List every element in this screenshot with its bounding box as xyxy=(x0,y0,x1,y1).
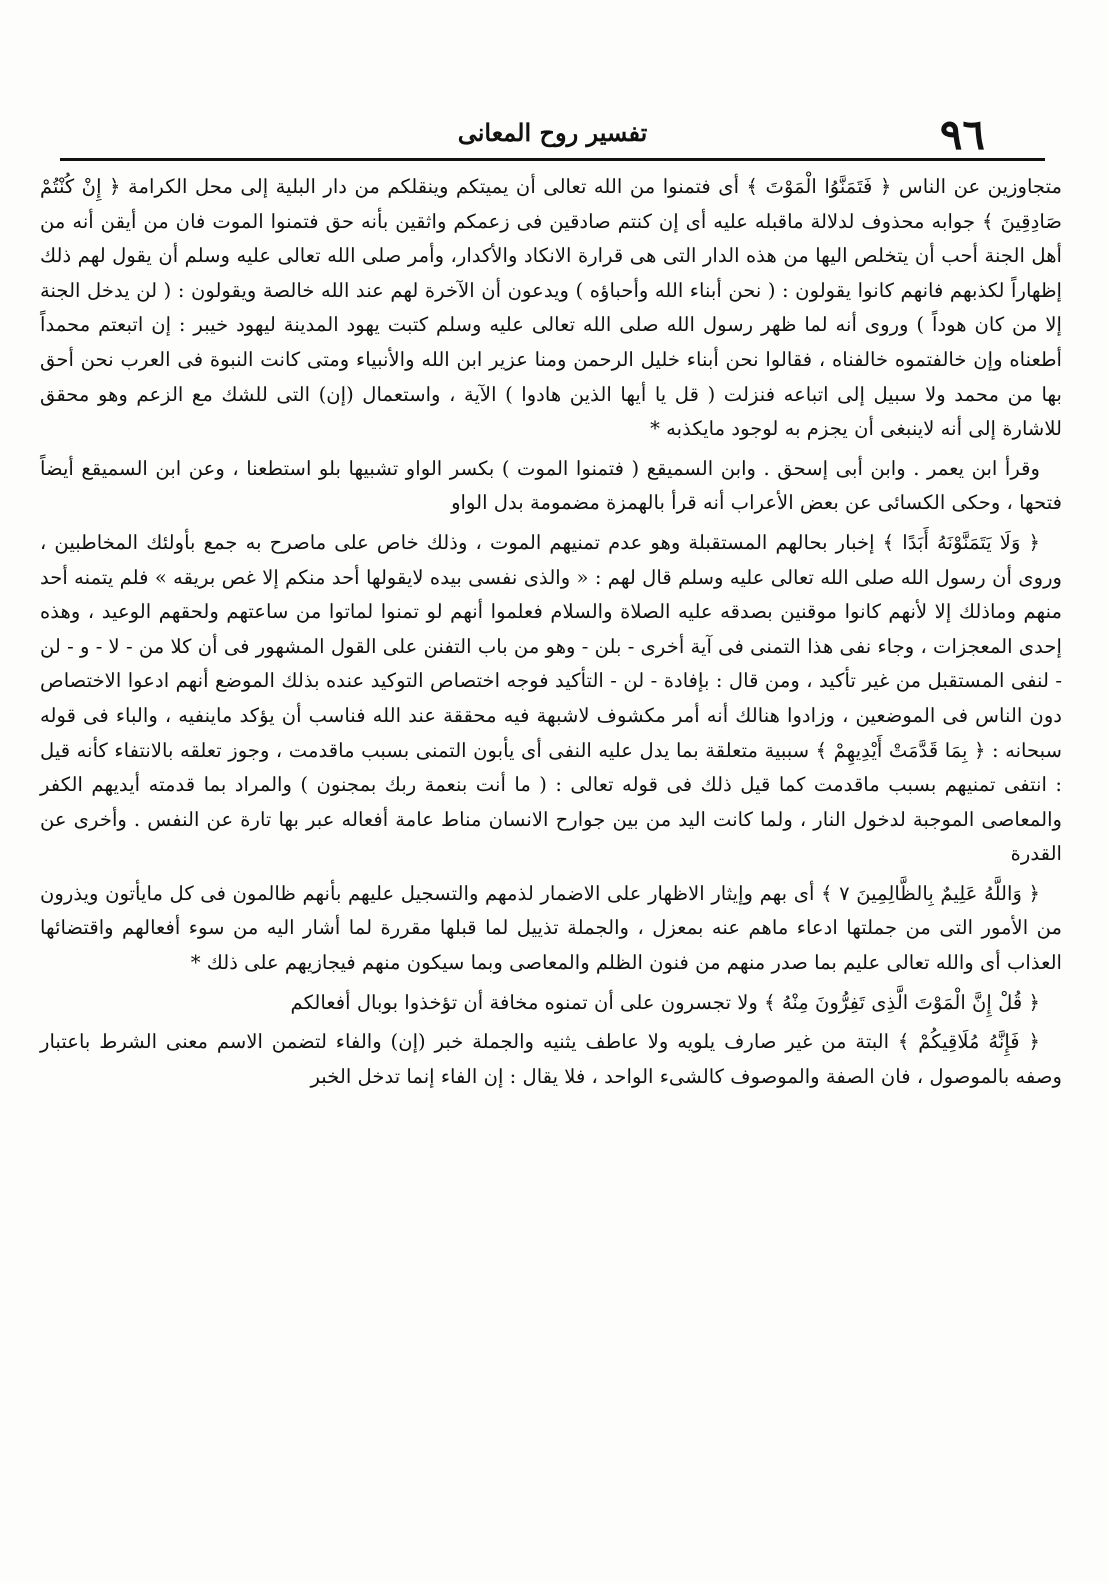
page-header xyxy=(60,110,1045,160)
paragraph: ﴿ وَلَا يَتَمَنَّوْنَهُ أَبَدًا ﴾ إخبار بحالهم المستقبلة وهو عدم تمنيهم الموت ، وذلك خاص على ماصرح به جمع بأولئك المخاطبين ، وروى أن رسول الله صلى الله تعالى عليه وسلم قال لهم : « والذى نفسى بيده لايقولها أحد منكم إلا غص بريقه » فلم يتمنه أحد منهم وماذلك إلا لأنهم كانوا موقنين بصدقه عليه الصلاة والسلام فعلموا أنهم لو تمنوا لماتوا من ساعتهم ولحقهم الوعيد ، وهذه إحدى المعجزات ، وجاء نفى هذا التمنى فى آية أخرى - بلن - وهو من باب التفنن على القول المشهور فى أن كلا من - لا - و - لن - لنفى المستقبل من غير تأكيد ، ومن قال : بإفادة - لن - التأكيد فوجه اختصاص التوكيد عنده بذلك الموضع أنهم ادعوا الاختصاص دون الناس فى الموضعين ، وزادوا هنالك أنه أمر مكشوف لاشبهة فيه محققة عند الله فناسب أن يؤكد ماينفيه ، والباء فى قوله سبحانه : ﴿ بِمَا قَدَّمَتْ أَيْدِيهِمْ ﴾ سببية متعلقة بما يدل عليه النفى أى يأبون التمنى بسبب ماقدمت ، وجوز تعلقه بالانتفاء كأنه قيل : انتفى تمنيهم بسبب ماقدمت كما قيل ذلك فى قوله تعالى : ( ما أنت بنعمة ربك بمجنون ) والمراد بما قدمته أيديهم الكفر والمعاصى الموجبة لدخول النار ، ولما كانت اليد من بين جوارح الانسان مناط عامة أفعاله عبر بها تارة عن النفس . وأخرى عن القدرة xyxy=(40,530,1063,866)
page-body xyxy=(40,170,1062,1094)
paragraph: متجاوزين عن الناس ﴿ فَتَمَنَّوُا الْمَوْتَ ﴾ أى فتمنوا من الله تعالى أن يميتكم وينقلكم من دار البلية إلى محل الكرامة ﴿ إِنْ كُنْتُمْ صَادِقِينَ ﴾ جوابه محذوف لدلالة ماقبله عليه أى إن كنتم صادقين فى زعمكم واثقين بأنه حق فتمنوا الموت فان من أيقن أنه من أهل الجنة أحب أن يتخلص اليها من هذه الدار التى هى قرارة الانكاد والأكدار، وأمر صلى الله تعالى عليه وسلم أن يقول لهم ذلك إظهاراً لكذبهم فانهم كانوا يقولون : ( نحن أبناء الله وأحباؤه ) ويدعون أن الآخرة لهم عند الله خالصة ويقولون : ( لن يدخل الجنة إلا من كان هوداً ) وروى أنه لما ظهر رسول الله صلى الله تعالى عليه وسلم كتبت يهود المدينة ليهود خيبر : إن اتبعتم محمداً أطعناه وإن خالفتموه خالفناه ، فقالوا نحن أبناء خليل الرحمن ومنا عزير ابن الله والأنبياء ومتى كانت النبوة فى العرب نحن أحق بها من محمد ولا سبيل إلى اتباعه فنزلت ( قل يا أيها الذين هادوا ) الآية ، واستعمال (إن) التى للشك مع الزعم وهو محقق للاشارة إلى أنه لاينبغى أن يجزم به لوجود مايكذبه * xyxy=(40,175,1062,441)
paragraph: وقرأ ابن يعمر . وابن أبى إسحق . وابن السميقع ( فتمنوا الموت ) بكسر الواو تشبيها بلو استطعنا ، وعن ابن السميقع أيضاً فتحها ، وحكى الكسائى عن بعض الأعراب أنه قرأ بالهمزة مضمومة بدل الواو xyxy=(40,456,1062,515)
paragraph: ﴿ فَإِنَّهُ مُلَاقِيكُمْ ﴾ البتة من غير صارف يلويه ولا عاطف يثنيه والجملة خبر (إن) والفاء لتضمن الاسم معنى الشرط باعتبار وصفه بالموصول ، فان الصفة والموصوف كالشىء الواحد ، فلا يقال : إن الفاء إنما تدخل الخبر xyxy=(40,1030,1062,1088)
paragraph: ﴿ قُلْ إِنَّ الْمَوْتَ الَّذِى تَفِرُّونَ مِنْهُ ﴾ ولا تجسرون على أن تمنوه مخافة أن تؤخذوا بوبال أفعالكم xyxy=(290,990,1040,1014)
paragraph: ﴿ وَاللَّهُ عَلِيمٌ بِالظَّالِمِينَ ٧ ﴾ أى بهم وإيثار الاظهار على الاضمار لذمهم والتسجيل عليهم بأنهم ظالمون فى كل مايأتون ويذرون من الأمور التى من جملتها ادعاء ماهم عنه بمعزل ، والجملة تذييل لما قبلها مقررة لما أشار اليه من سوء أفعالهم واقتضائها العذاب أى والله تعالى عليم بما صدر منهم من فنون الظلم والمعاصى وبما سيكون منهم فيجازيهم على ذلك * xyxy=(40,881,1062,975)
header-rule xyxy=(60,158,1045,161)
running-title: تفسير روح المعانى xyxy=(457,118,648,147)
page-number: ٩٦ xyxy=(939,110,985,159)
